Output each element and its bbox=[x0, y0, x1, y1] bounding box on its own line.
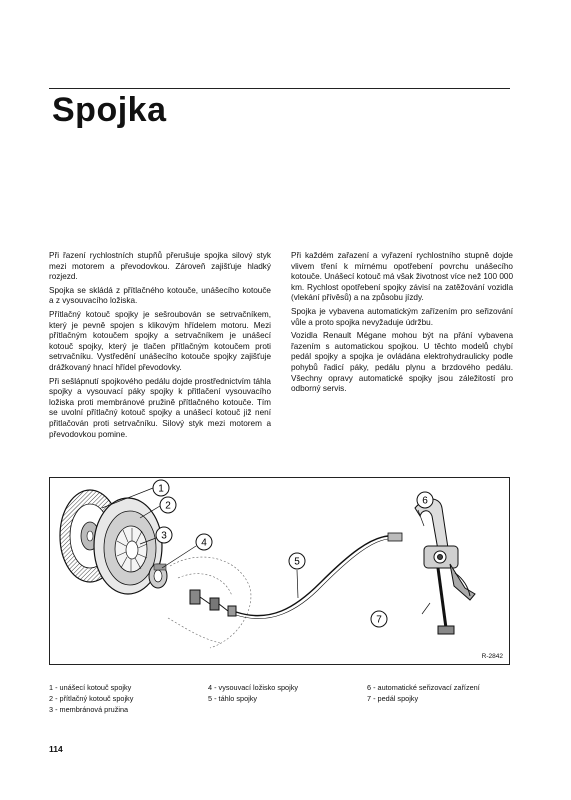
paragraph: Při sešlápnutí spojkového pedálu dojde prostřednictvím táhla spojky a vysouvací páky spojky k přitlačení vysouvacího ložiska proti membránové pružině přítlačného kotouče. Tím se uvolní přítlačný kotouč spojky a unášecí kotouč již není přitlačován proti setrvačníku. Silový styk mezi motorem a převodovkou pomine. bbox=[49, 376, 271, 439]
svg-text:5: 5 bbox=[294, 556, 300, 568]
legend-item: 4 - vysouvací ložisko spojky bbox=[208, 683, 299, 692]
legend-item: 5 - táhlo spojky bbox=[208, 694, 258, 704]
figure-legend-col3 bbox=[367, 682, 480, 704]
svg-text:3: 3 bbox=[161, 530, 167, 542]
release-bearing-drawing bbox=[149, 564, 167, 588]
legend-item: 7 - pedál spojky bbox=[367, 694, 419, 704]
svg-text:7: 7 bbox=[376, 614, 382, 626]
paragraph: Vozidla Renault Mégane mohou být na přání vybavena řazením s automatickou spojkou. U těchto modelů chybí pedál spojky a spojka je ovládána elektrohydraulicky podle pohybů řadicí páky, pedálu plynu a brzdového pedálu. Všechny opravy automatické spojky jsou záležitostí pro odborný servis. bbox=[291, 331, 513, 394]
paragraph: Přítlačný kotouč spojky je sešroubován se setrvačníkem, který je pevně spojen s klikovým hřídelem motoru. Mezi přítlačným kotoučem spojky a setrvačníkem je unášecí kotouč spojky, který je tlačen přítlačným kotoučem proti setrvačníku. Vystředění unášecího kotouče spojky zajišťuje drážkovaný hnací hřídel převodovky. bbox=[49, 309, 271, 372]
legend-item: 3 - membránová pružina bbox=[49, 705, 129, 715]
legend-item: 6 - automatické seřizovací zařízení bbox=[367, 683, 480, 692]
svg-text:2: 2 bbox=[165, 500, 171, 512]
top-rule bbox=[49, 88, 510, 89]
release-fork-drawing bbox=[190, 590, 236, 616]
clutch-cable-drawing bbox=[236, 533, 402, 619]
chapter-title: Spojka bbox=[52, 91, 167, 129]
paragraph: Spojka se skládá z přítlačného kotouče, unášecího kotouče a z vysouvacího ložiska. bbox=[49, 285, 271, 306]
callout-2 bbox=[160, 497, 176, 513]
text-column-left bbox=[49, 251, 271, 443]
callout-5 bbox=[289, 553, 305, 569]
svg-text:6: 6 bbox=[422, 495, 428, 507]
callout-3 bbox=[156, 527, 172, 543]
clutch-diagram bbox=[49, 477, 510, 665]
figure-legend-col2 bbox=[208, 682, 298, 704]
paragraph: Spojka je vybavena automatickým zařízením pro seřizování vůle a proto spojka nevyžaduje údržbu. bbox=[291, 306, 513, 327]
figure-code: R-2842 bbox=[481, 653, 503, 660]
page-number: 114 bbox=[49, 744, 63, 754]
callout-1 bbox=[153, 480, 169, 496]
callout-7 bbox=[371, 611, 387, 627]
legend-item: 1 - unášecí kotouč spojky bbox=[49, 683, 132, 692]
figure-legend-col1 bbox=[49, 682, 133, 716]
callout-4 bbox=[196, 534, 212, 550]
text-column-right bbox=[291, 251, 513, 398]
pedal-assembly-drawing bbox=[415, 499, 475, 634]
legend-item: 2 - přítlačný kotouč spojky bbox=[49, 694, 134, 704]
svg-text:4: 4 bbox=[201, 537, 207, 549]
clutch-illustration bbox=[50, 478, 510, 665]
paragraph: Při řazení rychlostních stupňů přerušuje spojka silový styk mezi motorem a převodovkou. Zároveň zajišťuje hladký rozjezd. bbox=[49, 251, 271, 282]
gearbox-housing-drawing bbox=[168, 557, 251, 648]
svg-text:1: 1 bbox=[158, 483, 164, 495]
callout-6 bbox=[417, 492, 433, 508]
paragraph: Při každém zařazení a vyřazení rychlostního stupně dojde vlivem tření k mírnému opotřebení povrchu unášecího kotouče. Unášecí kotouč má však životnost více než 100 000 km. Rychlost opotřebení spojky závisí na zatěžování vozidla (vlekání přívěsů) a na způsobu jízdy. bbox=[291, 251, 513, 303]
